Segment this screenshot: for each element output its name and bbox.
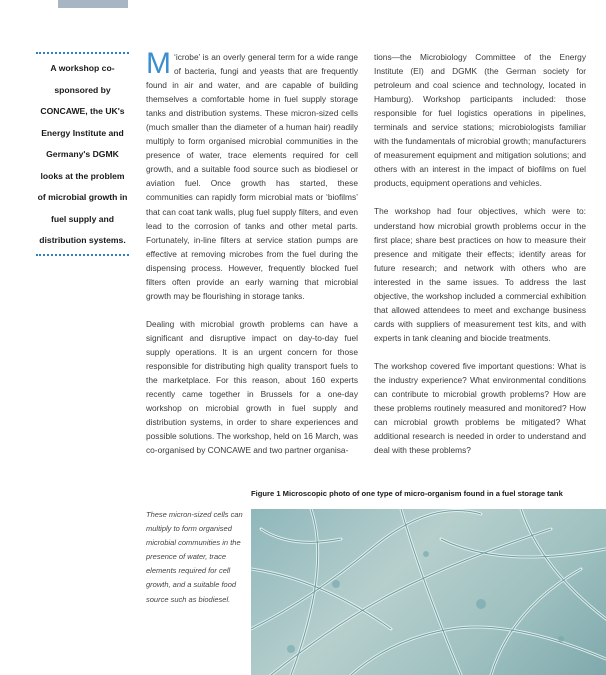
paragraph-4: The workshop had four objectives, which were to: understand how microbial growth problems occur in the first place; share best practices on how to measure their presence and mitigate their effects; identify areas for future research; and network with others who are interested in the same issues. To address the last objective, the workshop included a commercial exhibition that allowed attendees to meet and exchange business cards with suppliers of measurement test kits, and with experts in tank cleaning and biocide treatments. xyxy=(374,206,586,343)
figure-side-caption: These micron-sized cells can multiply to form organised microbial communities in the presence of water, trace elements required for cell growth, and a suitable food source such as biodiesel. xyxy=(146,510,243,604)
figure-caption: Figure 1 Microscopic photo of one type of micro-organism found in a fuel storage tank xyxy=(251,489,563,498)
micro-organism-filaments xyxy=(251,509,606,675)
article-column-1 xyxy=(146,47,358,471)
microscope-photo xyxy=(251,509,606,675)
header-tab xyxy=(58,0,128,8)
paragraph-1 xyxy=(146,47,358,303)
article-column-2 xyxy=(374,50,586,471)
drop-cap: M xyxy=(146,47,171,80)
paragraph-1-text: icrobe’ is an overly general term for a wide range of bacteria, fungi and yeasts that are frequently found in air and water, and are capable of building themselves a comfortable home in fuel supply storage tanks and distribution systems. These micron-sized cells (much smaller than the diameter of a human hair) readily multiply to form organised microbial communities in the presence of water, trace elements required for cell growth, and a suitable food source such as biodiesel or aviation fuel. Once growth has started, these communities can rapidly form microbial mats or ‘biofilms’ that can coat tank walls, plug fuel supply filters, and even lead to the corrosion of tanks and other metal parts. Fortunately, in-line filters at service station pumps are effective at removing microbes from the fuel during the dispensing process. However, frequently blocked fuel filters often provide an early warning that microbial growth may be flourishing in storage tanks. xyxy=(146,52,358,301)
opening-quote: ‘ xyxy=(174,52,176,62)
paragraph-5: The workshop covered five important questions: What is the industry experience? What environmental conditions can contribute to microbial growth problems? How are these problems routinely measured and monitored? How can microbial growth problems be mitigated? What additional research is needed in order to understand and deal with these problems? xyxy=(374,360,586,456)
paragraph-2: Dealing with microbial growth problems can have a significant and disruptive impact on day-to-day fuel supply operations. It is an urgent concern for those responsible for distributing high quality transport fuels to the marketplace. For this reason, about 160 experts recently came together in Brussels for a one-day workshop on microbial growth in fuel supply and distribution systems, in order to share experiences and possible solutions. The workshop, held on 16 March, was co-organised by CONCAWE and two partner organisa- xyxy=(146,318,358,456)
pullquote-sidebar xyxy=(36,52,129,256)
pullquote-text: A workshop co-sponsored by CONCAWE, the UK's Energy Institute and Germany's DGMK looks at the problem of microbial growth in fuel supply and distribution systems. xyxy=(37,63,128,245)
paragraph-3: tions—the Microbiology Committee of the Energy Institute (EI) and DGMK (the German society for petroleum and coal science and technology, located in Hamburg). Workshop participants included: those responsible for fuel logistics operations in pipelines, terminals and service stations; microbiologists familiar with the fundamentals of microbial growth; manufacturers of measurement equipment and mitigation solutions; and others with an interest in the impact of biofilms on fuel products, equipment operations and vehicles. xyxy=(374,52,586,189)
bottom-dotted-divider xyxy=(36,254,129,256)
